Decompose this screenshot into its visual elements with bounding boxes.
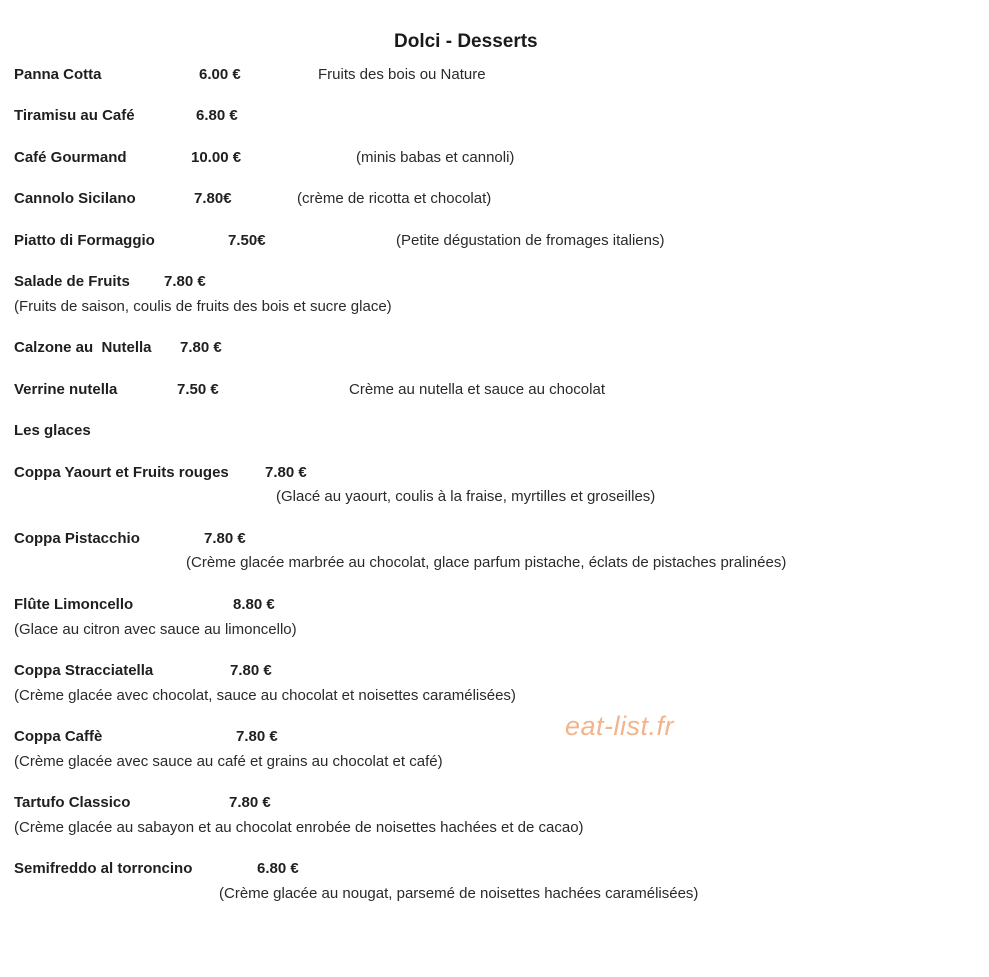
item-name-calzone: Calzone au Nutella xyxy=(14,339,152,356)
item-name-cannolo: Cannolo Sicilano xyxy=(14,190,136,207)
item-price-cafe-gourmand: 10.00 € xyxy=(191,149,242,166)
item-desc-cannolo: (crème de ricotta et chocolat) xyxy=(297,190,492,207)
item-desc-flute-limoncello: (Glace au citron avec sauce au limoncello) xyxy=(14,621,297,638)
item-desc-coppa-stracciatella: (Crème glacée avec chocolat, sauce au chocolat et noisettes caramélisées) xyxy=(14,687,516,704)
item-price-piatto-formaggio: 7.50€ xyxy=(228,232,266,249)
item-price-cannolo: 7.80€ xyxy=(194,190,232,207)
item-name-flute-limoncello: Flûte Limoncello xyxy=(14,596,134,613)
item-desc-panna-cotta: Fruits des bois ou Nature xyxy=(318,66,486,83)
item-name-coppa-yaourt: Coppa Yaourt et Fruits rouges xyxy=(14,464,229,481)
item-desc-piatto-formaggio: (Petite dégustation de fromages italiens) xyxy=(396,232,665,249)
item-price-salade-fruits: 7.80 € xyxy=(164,273,206,290)
item-desc-coppa-pistacchio: (Crème glacée marbrée au chocolat, glace parfum pistache, éclats de pistaches pralinées) xyxy=(186,554,787,571)
item-name-coppa-pistacchio: Coppa Pistacchio xyxy=(14,530,140,547)
item-name-salade-fruits: Salade de Fruits xyxy=(14,273,130,290)
item-name-tartufo-classico: Tartufo Classico xyxy=(14,794,131,811)
section-les-glaces: Les glaces xyxy=(14,422,91,439)
item-desc-verrine: Crème au nutella et sauce au chocolat xyxy=(349,381,605,398)
item-price-flute-limoncello: 8.80 € xyxy=(233,596,275,613)
item-desc-salade-fruits: (Fruits de saison, coulis de fruits des bois et sucre glace) xyxy=(14,298,392,315)
menu-title: Dolci - Desserts xyxy=(394,31,538,52)
item-name-panna-cotta: Panna Cotta xyxy=(14,66,102,83)
item-name-coppa-stracciatella: Coppa Stracciatella xyxy=(14,662,154,679)
item-price-semifreddo: 6.80 € xyxy=(257,860,299,877)
item-price-verrine: 7.50 € xyxy=(177,381,219,398)
item-price-coppa-caffe: 7.80 € xyxy=(236,728,278,745)
item-price-coppa-yaourt: 7.80 € xyxy=(265,464,307,481)
item-price-calzone: 7.80 € xyxy=(180,339,222,356)
item-desc-coppa-caffe: (Crème glacée avec sauce au café et grains au chocolat et café) xyxy=(14,753,443,770)
item-price-coppa-pistacchio: 7.80 € xyxy=(204,530,246,547)
item-price-tartufo-classico: 7.80 € xyxy=(229,794,271,811)
item-name-tiramisu: Tiramisu au Café xyxy=(14,107,135,124)
item-name-semifreddo: Semifreddo al torroncino xyxy=(14,860,193,877)
item-name-verrine: Verrine nutella xyxy=(14,381,118,398)
item-price-panna-cotta: 6.00 € xyxy=(199,66,241,83)
item-name-coppa-caffe: Coppa Caffè xyxy=(14,728,103,745)
item-price-tiramisu: 6.80 € xyxy=(196,107,238,124)
watermark-text: eat-list.fr xyxy=(565,711,675,741)
item-desc-cafe-gourmand: (minis babas et cannoli) xyxy=(356,149,515,166)
item-desc-semifreddo: (Crème glacée au nougat, parsemé de noisettes hachées caramélisées) xyxy=(219,885,699,902)
item-name-cafe-gourmand: Café Gourmand xyxy=(14,149,127,166)
item-name-piatto-formaggio: Piatto di Formaggio xyxy=(14,232,155,249)
item-desc-tartufo-classico: (Crème glacée au sabayon et au chocolat enrobée de noisettes hachées et de cacao) xyxy=(14,819,584,836)
item-desc-coppa-yaourt: (Glacé au yaourt, coulis à la fraise, myrtilles et groseilles) xyxy=(276,488,656,505)
item-price-coppa-stracciatella: 7.80 € xyxy=(230,662,272,679)
